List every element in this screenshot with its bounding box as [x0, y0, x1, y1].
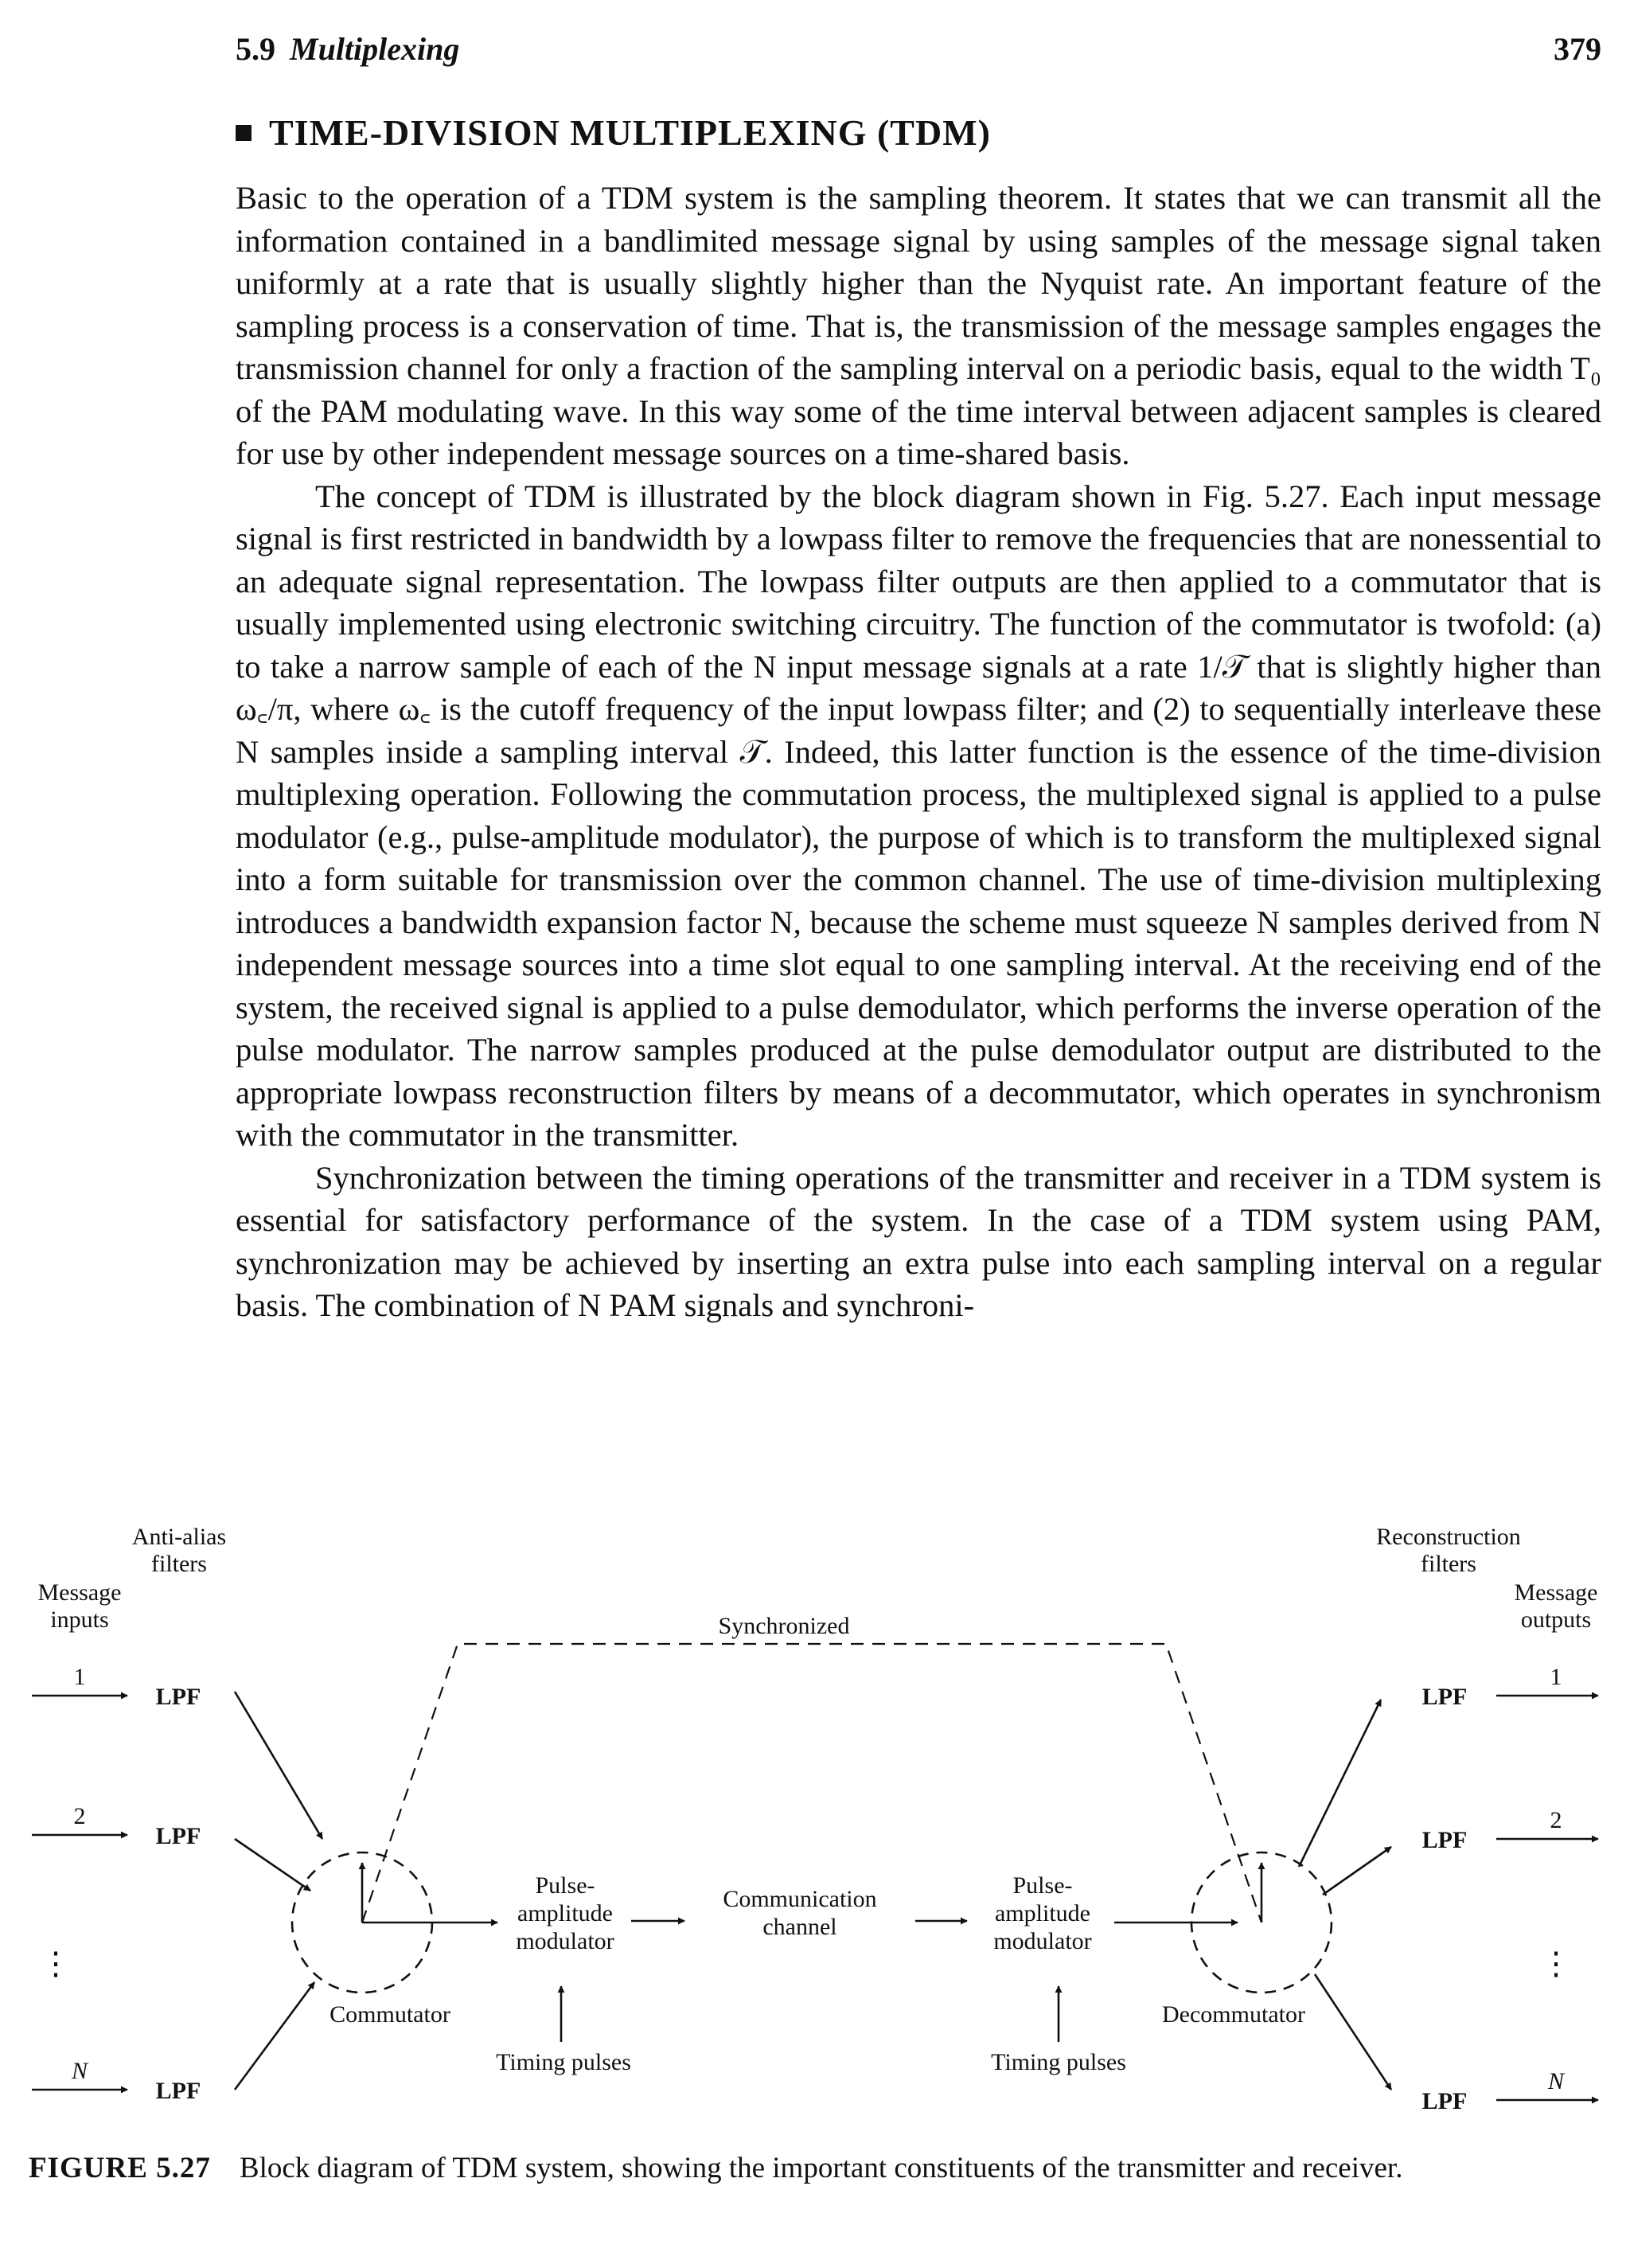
decommutator-to-lpf-line-1 [1299, 1700, 1381, 1867]
pam-rx-label-line-3: modulator [993, 1928, 1092, 1954]
decommutator-to-lpf-line-2 [1323, 1847, 1391, 1895]
page-number: 379 [1554, 31, 1601, 67]
figure-caption [29, 2149, 1589, 2188]
output-number-2: 2 [1550, 1807, 1562, 1833]
lpf-output-2: LPF [1421, 1827, 1468, 1853]
pam-rx-label-line-2: amplitude [995, 1900, 1090, 1926]
paragraph: Synchronization between the timing operations of the transmitter and receiver in a TDM system is essential for satisfactory performance of the system. In the case of a TDM system using PAM, synchronization may be achieved by inserting an extra pulse into each sampling interval on a regular basis. The combination of N PAM signals and synchroni- [236, 1159, 1601, 1323]
reconstruction-label-line-2: filters [1421, 1551, 1476, 1577]
lpf-output-n: LPF [1421, 2088, 1468, 2114]
message-outputs-label-line-2: outputs [1520, 1606, 1592, 1633]
channel-number-1: 1 [73, 1664, 86, 1690]
pam-rx-label-line-1: Pulse- [1012, 1872, 1073, 1899]
lpf-to-commutator-line-2 [235, 1839, 310, 1891]
tdm-block-diagram [0, 1505, 1630, 2126]
message-inputs-label-line-1: Message [37, 1579, 122, 1606]
paragraph: Basic to the operation of a TDM system is the sampling theorem. It states that we can transmit all the information contained in a bandlimited message signal by using samples of the message signal taken uniformly at a rate that is usually slightly higher than the Nyquist rate. An important feature of the sampling process is a conservation of time. That is, the transmission of the message samples engages the transmission channel for only a fraction of the sampling interval on a periodic basis, equal to the width T₀ of the PAM modulating wave. In this way some of the time interval between adjacent samples is cleared for use by other independent message sources on a time-shared basis. [236, 180, 1601, 471]
paragraph: The concept of TDM is illustrated by the block diagram shown in Fig. 5.27. Each input message signal is first restricted in bandwidth by a lowpass filter to remove the frequencies that are nonessential to an adequate signal representation. The lowpass filter outputs are then applied to a commutator that is usually implemented using electronic switching circuitry. The function of the commutator is twofold: (a) to take a narrow sample of each of the N input message signals at a rate 1/𝒯 that is slightly higher than ω꜀/π, where ω꜀ is the cutoff frequency of the input lowpass filter; and (2) to sequentially interleave these N samples inside a sampling interval 𝒯. Indeed, this latter function is the essence of the time-division multiplexing operation. Following the commutation process, the multiplexed signal is applied to a pulse modulator (e.g., pulse-amplitude modulator), the purpose of which is to transform the multiplexed signal into a form suitable for transmission over the common channel. The use of time-division multiplexing introduces a bandwidth expansion factor N, because the scheme must squeeze N samples derived from N independent message sources into a time slot equal to one sampling interval. At the receiving end of the system, the received signal is applied to a pulse demodulator, which performs the inverse operation of the pulse modulator. The narrow samples produced at the pulse demodulator output are distributed to the appropriate lowpass reconstruction filters by means of a decommutator, which operates in synchronism with the commutator in the transmitter. [236, 478, 1601, 1153]
output-ellipsis: ⋮ [1540, 1946, 1572, 1981]
lpf-to-commutator-line-n [235, 1982, 314, 2090]
timing-pulses-label-tx: Timing pulses [496, 2049, 631, 2075]
lpf-input-n: LPF [155, 2078, 201, 2104]
figure-label: FIGURE 5.27 [29, 2152, 211, 2184]
input-ellipsis: ⋮ [40, 1946, 72, 1981]
section-heading [236, 111, 991, 154]
section-heading-text: TIME-DIVISION MULTIPLEXING (TDM) [269, 112, 991, 153]
synchronized-dashed-link [362, 1644, 1261, 1923]
anti-alias-label-line-2: filters [151, 1551, 207, 1577]
lpf-to-commutator-line-1 [235, 1692, 322, 1839]
section-reference [236, 30, 459, 68]
section-title: Multiplexing [290, 31, 460, 67]
running-head [236, 24, 1601, 72]
output-number-n: N [1547, 2068, 1565, 2094]
channel-number-2: 2 [73, 1803, 86, 1829]
message-outputs-label-line-1: Message [1514, 1579, 1598, 1606]
pam-tx-label-line-2: amplitude [517, 1900, 613, 1926]
timing-pulses-label-rx: Timing pulses [991, 2049, 1126, 2075]
synchronized-label: Synchronized [718, 1613, 850, 1639]
figure-caption-text: Block diagram of TDM system, showing the important constituents of the transmitter and receiver. [239, 2152, 1403, 2184]
square-bullet-icon [236, 125, 252, 141]
lpf-input-1: LPF [155, 1684, 201, 1710]
pam-tx-label-line-3: modulator [516, 1928, 614, 1954]
pam-tx-label-line-1: Pulse- [535, 1872, 595, 1899]
channel-label-line-2: channel [762, 1914, 837, 1940]
body-text [236, 177, 1601, 1327]
diagram-canvas [0, 1505, 1630, 2126]
decommutator-to-lpf-line-n [1315, 1974, 1391, 2090]
commutator-label: Commutator [330, 2001, 450, 2028]
decommutator-label: Decommutator [1162, 2001, 1305, 2028]
reconstruction-label-line-1: Reconstruction [1376, 1524, 1521, 1550]
channel-number-n: N [71, 2058, 88, 2084]
message-inputs-label-line-2: inputs [50, 1606, 109, 1633]
lpf-input-2: LPF [155, 1823, 201, 1849]
anti-alias-label-line-1: Anti-alias [131, 1524, 227, 1550]
section-number: 5.9 [236, 31, 275, 67]
channel-label-line-1: Communication [723, 1886, 877, 1912]
output-number-1: 1 [1550, 1664, 1562, 1690]
lpf-output-1: LPF [1421, 1684, 1468, 1710]
